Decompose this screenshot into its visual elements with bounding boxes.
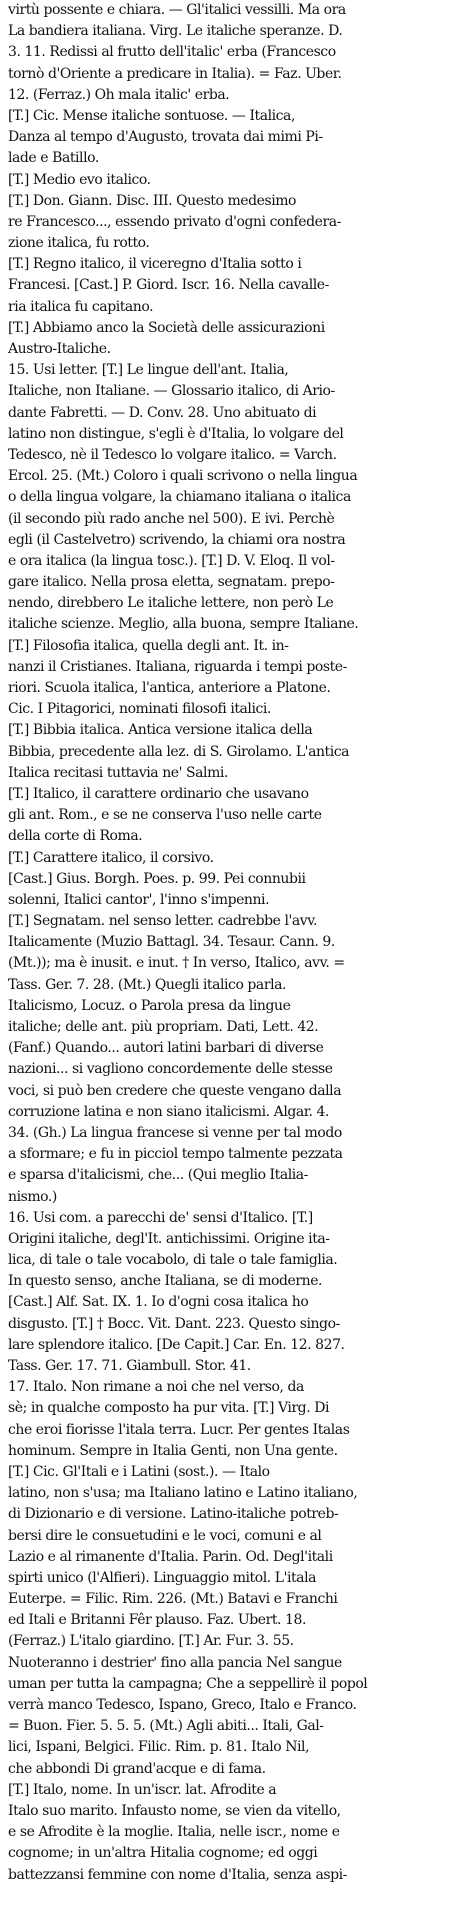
text-line: corruzione latina e non siano italicismi. Algar. 4. bbox=[8, 1103, 329, 1120]
text-line: latino non distingue, s'egli è d'Italia, lo volgare del bbox=[8, 425, 344, 442]
text-line: a sformare; e fu in picciol tempo talmente pezzata bbox=[8, 1146, 343, 1163]
text-line: (Ferraz.) L'italo giardino. [T.] Ar. Fur. 3. 55. bbox=[8, 1633, 294, 1650]
text-line: 34. (Gh.) La lingua francese si venne per tal modo bbox=[8, 1124, 342, 1141]
text-line: [Cast.] Alf. Sat. IX. 1. Io d'ogni cosa italica ho bbox=[8, 1294, 309, 1311]
text-line: e ora italica (la lingua tosc.). [T.] D. V. Eloq. Il vol- bbox=[8, 552, 335, 569]
text-line: Tedesco, nè il Tedesco lo volgare italico. = Varch. bbox=[8, 446, 337, 463]
text-line: spirti unico (l'Alfieri). Linguaggio mitol. L'itala bbox=[8, 1569, 317, 1586]
text-line: Nuoteranno i destrier' fino alla pancia Nel sangue bbox=[8, 1654, 342, 1671]
text-line: Cic. I Pitagorici, nominati filosofi italici. bbox=[8, 701, 271, 718]
text-line: nendo, direbbero Le italiche lettere, non però Le bbox=[8, 595, 334, 612]
text-line: Italicamente (Muzio Battagl. 34. Tesaur. Cann. 9. bbox=[8, 934, 335, 951]
text-line: [T.] Don. Giann. Disc. III. Questo medesimo bbox=[8, 192, 297, 209]
text-line: e se Afrodite è la moglie. Italia, nelle iscr., nome e bbox=[8, 1824, 340, 1841]
text-line: battezzansi femmine con nome d'Italia, senza aspi- bbox=[8, 1866, 347, 1883]
text-column bbox=[8, 0, 469, 1886]
text-line: Austro-Italiche. bbox=[8, 341, 111, 357]
text-line: Italicismo, Locuz. o Parola presa da lingue bbox=[8, 997, 291, 1014]
text-line: nismo.) bbox=[8, 1188, 57, 1205]
text-line: che eroi fiorisse l'itala terra. Lucr. Per gentes Italas bbox=[8, 1421, 350, 1438]
text-line: latino, non s'usa; ma Italiano latino e Latino italiano, bbox=[8, 1485, 358, 1502]
text-line: zione italica, fu rotto. bbox=[8, 235, 150, 252]
text-line: (il secondo più rado anche nel 500). E ivi. Perchè bbox=[8, 510, 335, 527]
text-line: disgusto. [T.] † Bocc. Vit. Dant. 223. Questo singo- bbox=[8, 1315, 340, 1332]
text-line: 17. Italo. Non rimane a noi che nel verso, da bbox=[8, 1379, 304, 1396]
text-line: Lazio e al rimanente d'Italia. Parin. Od. Degl'itali bbox=[8, 1548, 333, 1565]
text-line: uman per tutta la campagna; Che a seppellirè il popol bbox=[8, 1675, 368, 1692]
text-line: [T.] Segnatam. nel senso letter. cadrebbe l'avv. bbox=[8, 913, 318, 930]
text-line: e sparsa d'italicismi, che... (Qui meglio Italia- bbox=[8, 1167, 308, 1184]
text-line: [Cast.] Gius. Borgh. Poes. p. 99. Pei connubii bbox=[8, 870, 306, 887]
text-line: voci, si può ben credere che queste vengano dalla bbox=[8, 1082, 342, 1099]
text-line: [T.] Cic. Gl'Itali e i Latini (sost.). — Italo bbox=[8, 1463, 270, 1480]
text-line: [T.] Medio evo italico. bbox=[8, 171, 151, 188]
text-line: Tass. Ger. 17. 71. Giambull. Stor. 41. bbox=[8, 1358, 251, 1374]
text-line: della corte di Roma. bbox=[8, 828, 143, 845]
text-line: di Dizionario e di versione. Latino-italiche potreb- bbox=[8, 1506, 339, 1523]
text-line: ed Itali e Britanni Fêr plauso. Faz. Ubert. 18. bbox=[8, 1612, 306, 1629]
text-line: solenni, Italici cantor', l'inno s'impenni. bbox=[8, 891, 270, 908]
text-line: bersi dire le consuetudini e le voci, comuni e al bbox=[8, 1527, 322, 1544]
text-line: egli (il Castelvetro) scrivendo, la chiami ora nostra bbox=[8, 531, 346, 548]
text-line: verrà manco Tedesco, Ispano, Greco, Italo e Franco. bbox=[8, 1697, 357, 1713]
text-line: gli ant. Rom., e se ne conserva l'uso nelle carte bbox=[8, 807, 322, 824]
text-line: 15. Usi letter. [T.] Le lingue dell'ant. Italia, bbox=[8, 362, 289, 379]
text-line: ria italica fu capitano. bbox=[8, 298, 154, 315]
text-line: [T.] Bibbia italica. Antica versione italica della bbox=[8, 722, 313, 739]
text-line: lici, Ispani, Belgici. Filic. Rim. p. 81. Italo Nil, bbox=[8, 1739, 310, 1756]
text-line: lare splendore italico. [De Capit.] Car. En. 12. 827. bbox=[8, 1336, 345, 1353]
text-line: o della lingua volgare, la chiamano italiana o italica bbox=[8, 489, 351, 506]
text-line: Tass. Ger. 7. 28. (Mt.) Quegli italico parla. bbox=[8, 976, 286, 993]
text-line: 3. 11. Redissi al frutto dell'italic' erba (Francesco bbox=[8, 44, 336, 61]
text-line: Origini italiche, degl'It. antichissimi. Origine ita- bbox=[8, 1230, 330, 1247]
text-line: hominum. Sempre in Italia Genti, non Una gente. bbox=[8, 1442, 338, 1459]
text-line: lade e Batillo. bbox=[8, 150, 99, 167]
text-line: Bibbia, precedente alla lez. di S. Girolamo. L'antica bbox=[8, 743, 350, 760]
text-line: dante Fabretti. — D. Conv. 28. Uno abituato di bbox=[8, 404, 317, 421]
text-line: re Francesco..., essendo privato d'ogni confedera- bbox=[8, 213, 341, 230]
text-line: (Mt.)); ma è inusit. e inut. † In verso, Italico, avv. = bbox=[8, 955, 345, 972]
text-line: nazioni... si vagliono concordemente delle stesse bbox=[8, 1061, 333, 1078]
text-line: [T.] Italico, il carattere ordinario che usavano bbox=[8, 785, 309, 802]
text-line: che abbondi Di grand'acque e di fama. bbox=[8, 1760, 266, 1777]
text-line: lica, di tale o tale vocabolo, di tale o tale famiglia. bbox=[8, 1252, 338, 1269]
text-line: Italo suo marito. Infausto nome, se vien da vitello, bbox=[8, 1802, 341, 1819]
text-line: cognome; in un'altra Hitalia cognome; ed oggi bbox=[8, 1845, 318, 1862]
text-line: riori. Scuola italica, l'antica, anteriore a Platone. bbox=[8, 680, 331, 696]
text-line: Euterpe. = Filic. Rim. 226. (Mt.) Batavi e Franchi bbox=[8, 1591, 338, 1608]
text-line: italiche; delle ant. più propriam. Dati, Lett. 42. bbox=[8, 1019, 319, 1035]
text-line: nanzi il Cristianes. Italiana, riguarda i tempi poste- bbox=[8, 658, 347, 675]
text-line: virtù possente e chiara. — Gl'italici vessilli. Ma ora bbox=[8, 2, 346, 18]
text-line: gare italico. Nella prosa eletta, segnatam. prepo- bbox=[8, 574, 335, 591]
text-line: (Fanf.) Quando... autori latini barbari di diverse bbox=[8, 1040, 324, 1057]
text-line: Italica recitasi tuttavia ne' Salmi. bbox=[8, 764, 228, 781]
text-line: Danza al tempo d'Augusto, trovata dai mimi Pi- bbox=[8, 129, 323, 146]
text-line: [T.] Abbiamo anco la Società delle assicurazioni bbox=[8, 319, 325, 336]
text-line: tornò d'Oriente a predicare in Italia). = Faz. Uber. bbox=[8, 65, 342, 82]
text-line: Ercol. 25. (Mt.) Coloro i quali scrivono o nella lingua bbox=[8, 468, 358, 485]
text-line: [T.] Cic. Mense italiche sontuose. — Italica, bbox=[8, 107, 295, 124]
text-line: 12. (Ferraz.) Oh mala italic' erba. bbox=[8, 86, 230, 103]
text-line: 16. Usi com. a parecchi de' sensi d'Italico. [T.] bbox=[8, 1209, 313, 1226]
text-line: [T.] Filosofia italica, quella degli ant. It. in- bbox=[8, 637, 289, 654]
text-line: sè; in qualche composto ha pur vita. [T.] Virg. Di bbox=[8, 1400, 329, 1417]
text-line: [T.] Italo, nome. In un'iscr. lat. Afrodite a bbox=[8, 1781, 277, 1798]
text-line: [T.] Regno italico, il viceregno d'Italia sotto i bbox=[8, 256, 302, 273]
text-line: Italiche, non Italiane. — Glossario italico, di Ario- bbox=[8, 383, 335, 400]
text-line: La bandiera italiana. Virg. Le italiche speranze. D. bbox=[8, 23, 343, 40]
text-line: = Buon. Fier. 5. 5. 5. (Mt.) Agli abiti... Itali, Gal- bbox=[8, 1718, 324, 1735]
text-line: italiche scienze. Meglio, alla buona, sempre Italiane. bbox=[8, 616, 359, 633]
text-line: [T.] Carattere italico, il corsivo. bbox=[8, 849, 214, 866]
text-line: Francesi. [Cast.] P. Giord. Iscr. 16. Nella cavalle- bbox=[8, 277, 329, 294]
text-line: In questo senso, anche Italiana, se di moderne. bbox=[8, 1273, 323, 1290]
